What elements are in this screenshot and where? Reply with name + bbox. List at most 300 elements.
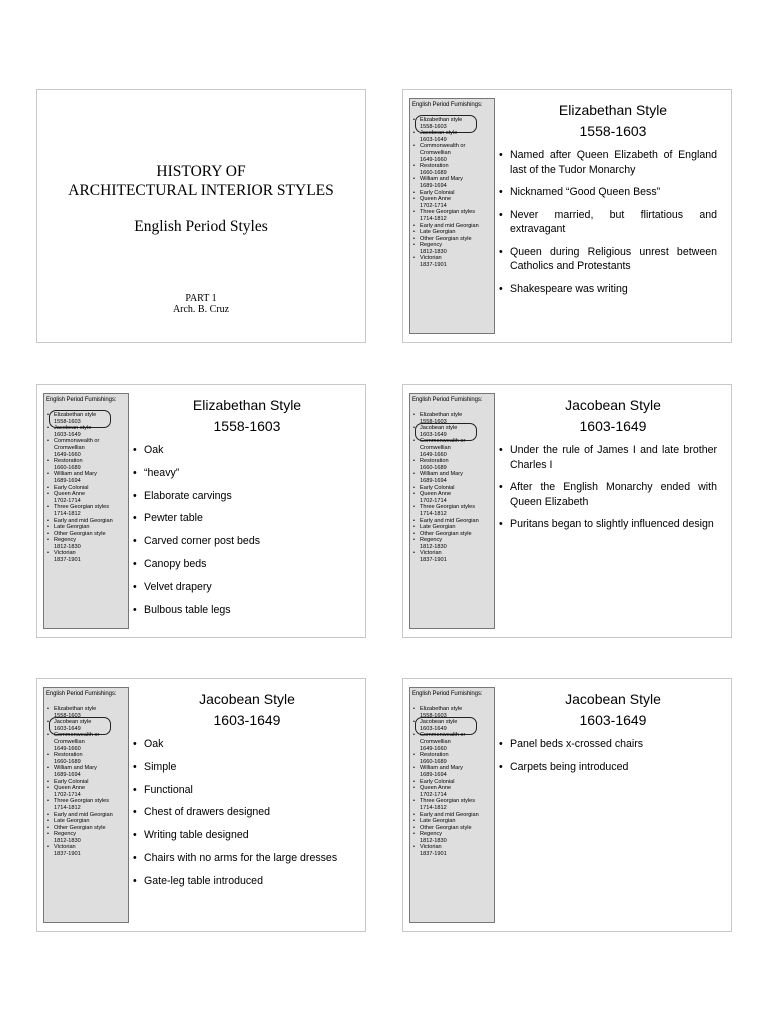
- style-name: Jacobean Style: [565, 691, 661, 707]
- period-name: Early Colonial: [420, 484, 455, 491]
- bullet-text: Oak: [144, 738, 164, 750]
- period-list-item: [412, 117, 496, 130]
- period-years: 1702-1714: [420, 791, 447, 798]
- bullet-icon: •: [47, 550, 49, 557]
- bullet-icon: •: [413, 798, 415, 805]
- period-name: Early Colonial: [54, 778, 89, 785]
- period-name: Restoration: [420, 752, 449, 759]
- bullet-text: Bulbous table legs: [144, 603, 231, 616]
- bullet-icon: •: [413, 844, 415, 851]
- period-list-item: [412, 524, 496, 531]
- period-years: Cromwellian: [420, 444, 451, 451]
- period-name: Early Colonial: [420, 778, 455, 785]
- sidebar-heading: English Period Furnishings:: [46, 397, 117, 403]
- period-name: Regency: [420, 831, 443, 838]
- bullet-item: [133, 874, 351, 889]
- period-years: 1837-1901: [54, 557, 81, 564]
- period-name: Queen Anne: [54, 785, 86, 792]
- period-name: Victorian: [54, 844, 76, 851]
- period-years: 1660-1689: [420, 464, 447, 471]
- bullet-item: [133, 851, 351, 866]
- period-name: Elizabethan style: [420, 117, 463, 123]
- period-years: 1603-1649: [54, 725, 81, 732]
- period-list: [46, 412, 130, 564]
- period-years: 1603-1649: [54, 431, 81, 438]
- period-list-item: [412, 255, 496, 268]
- bullet-icon: •: [413, 229, 415, 236]
- period-years: Cromwellian: [420, 149, 451, 156]
- bullet-icon: •: [133, 535, 137, 548]
- bullet-icon: •: [47, 844, 49, 851]
- bullet-icon: •: [133, 580, 137, 593]
- period-years: 1558-1603: [420, 123, 447, 130]
- period-list-item: [412, 491, 496, 504]
- period-name: Victorian: [420, 844, 442, 851]
- bullet-icon: •: [413, 811, 415, 818]
- bullet-icon: •: [47, 517, 49, 524]
- period-list-item: [46, 537, 130, 550]
- period-list-item: [412, 190, 496, 197]
- period-name: Victorian: [420, 255, 442, 262]
- bullet-text: Puritans began to slightly influenced design: [510, 518, 714, 530]
- bullet-icon: •: [47, 752, 49, 759]
- presentation-subtitle: English Period Styles: [134, 218, 268, 235]
- period-name: Other Georgian style: [420, 235, 472, 242]
- style-years: 1558-1603: [213, 418, 281, 434]
- period-list-item: [412, 143, 496, 163]
- period-sidebar: [409, 98, 495, 334]
- period-sidebar: [43, 687, 129, 923]
- bullet-icon: •: [413, 458, 415, 465]
- bullet-icon: •: [413, 732, 415, 739]
- period-name: Regency: [54, 831, 77, 838]
- bullet-icon: •: [47, 412, 49, 418]
- bullet-icon: •: [47, 811, 49, 818]
- bullet-text: Never married, but flirtatious and extravagant: [510, 208, 717, 235]
- period-list-item: [412, 844, 496, 857]
- period-name: Early and mid Georgian: [420, 222, 479, 229]
- period-name: Other Georgian style: [54, 824, 106, 831]
- title-line-2: ARCHITECTURAL INTERIOR STYLES: [68, 182, 334, 199]
- bullet-text: Writing table designed: [144, 829, 249, 842]
- period-list-item: [46, 438, 130, 458]
- period-name: William and Mary: [420, 176, 463, 183]
- bullet-icon: •: [499, 208, 503, 221]
- bullet-icon: •: [413, 765, 415, 772]
- bullet-item: [133, 760, 351, 775]
- period-name: Early and mid Georgian: [420, 811, 479, 818]
- bullet-item: [133, 783, 351, 798]
- bullet-icon: •: [47, 765, 49, 772]
- period-list-item: [412, 798, 496, 811]
- bullet-text: Functional: [144, 783, 193, 796]
- period-name: Other Georgian style: [420, 824, 472, 831]
- period-years: 1812-1830: [54, 837, 81, 844]
- bullet-text: Pewter table: [144, 512, 203, 525]
- bullet-icon: •: [47, 438, 49, 445]
- period-name: Three Georgian styles: [54, 504, 110, 511]
- period-years: 1689-1694: [420, 771, 447, 778]
- sidebar-heading: English Period Furnishings:: [412, 691, 483, 697]
- bullet-item: [499, 282, 717, 297]
- bullet-icon: •: [47, 778, 49, 785]
- period-list: [46, 706, 130, 858]
- period-name: Jacobean style: [420, 130, 458, 137]
- period-list-item: [412, 732, 496, 752]
- bullet-item: [499, 480, 717, 509]
- bullet-icon: •: [47, 524, 49, 531]
- period-list-item: [46, 719, 130, 732]
- bullet-icon: •: [413, 517, 415, 524]
- period-list-item: [46, 504, 130, 517]
- bullet-icon: •: [499, 760, 503, 773]
- bullet-icon: •: [413, 504, 415, 511]
- bullet-icon: •: [413, 530, 415, 537]
- period-years: 1812-1830: [420, 543, 447, 550]
- title-line-1: HISTORY OF: [156, 163, 246, 180]
- slide-elizabethan-history: [402, 89, 732, 343]
- period-name: Elizabethan style: [420, 706, 463, 712]
- period-list-item: [412, 719, 496, 732]
- period-years: 1837-1901: [54, 851, 81, 858]
- bullet-icon: •: [47, 491, 49, 498]
- bullet-icon: •: [499, 518, 503, 530]
- bullet-icon: •: [413, 209, 415, 216]
- period-years: Cromwellian: [54, 738, 85, 745]
- slide-heading: [495, 689, 731, 731]
- period-name: Jacobean style: [420, 719, 458, 726]
- bullet-icon: •: [133, 466, 137, 479]
- period-list-item: [412, 531, 496, 538]
- bullet-icon: •: [413, 752, 415, 759]
- period-list-item: [412, 812, 496, 819]
- bullet-item: [499, 517, 717, 532]
- bullet-item: [133, 557, 351, 572]
- bullet-icon: •: [133, 603, 137, 616]
- period-list-item: [412, 765, 496, 778]
- period-list-item: [46, 485, 130, 492]
- bullet-item: [133, 603, 351, 618]
- period-list-item: [46, 785, 130, 798]
- period-name: Restoration: [420, 163, 449, 170]
- period-name: Early and mid Georgian: [54, 811, 113, 818]
- period-list-item: [412, 229, 496, 236]
- slide-title: [36, 89, 366, 343]
- bullet-icon: •: [47, 732, 49, 739]
- period-name: Late Georgian: [420, 818, 456, 825]
- period-years: 1603-1649: [420, 136, 447, 143]
- bullet-text: Carpets being introduced: [510, 760, 629, 773]
- bullet-icon: •: [47, 530, 49, 537]
- period-years: 1702-1714: [54, 791, 81, 798]
- period-name: William and Mary: [420, 765, 463, 772]
- bullet-icon: •: [413, 176, 415, 183]
- sidebar-heading: English Period Furnishings:: [412, 397, 483, 403]
- period-name: Other Georgian style: [54, 530, 106, 537]
- bullet-icon: •: [47, 504, 49, 511]
- period-extra: 1649-1660: [420, 451, 447, 458]
- bullet-icon: •: [413, 491, 415, 498]
- bullet-list: [133, 737, 351, 897]
- period-list-item: [46, 458, 130, 471]
- period-years: 1558-1603: [420, 712, 447, 719]
- period-name: Three Georgian styles: [54, 798, 110, 805]
- period-name: Three Georgian styles: [420, 798, 476, 805]
- bullet-icon: •: [133, 829, 137, 842]
- period-years: 1714-1812: [420, 804, 447, 811]
- period-name: Regency: [54, 537, 77, 544]
- bullet-text: Simple: [144, 760, 177, 773]
- period-years: 1603-1649: [420, 725, 447, 732]
- period-extra: 1649-1660: [420, 156, 447, 163]
- period-name: Late Georgian: [420, 229, 456, 236]
- period-name: Elizabethan style: [54, 706, 97, 712]
- period-years: 1558-1603: [54, 712, 81, 719]
- period-name: Queen Anne: [420, 491, 452, 498]
- period-list-item: [46, 425, 130, 438]
- period-years: 1689-1694: [420, 182, 447, 189]
- presentation-title: [37, 162, 365, 200]
- period-list-item: [46, 732, 130, 752]
- period-list-item: [412, 458, 496, 471]
- bullet-icon: •: [499, 282, 503, 295]
- bullet-icon: •: [413, 778, 415, 785]
- bullet-icon: •: [133, 783, 137, 796]
- sidebar-heading: English Period Furnishings:: [412, 102, 483, 108]
- period-name: Three Georgian styles: [420, 209, 476, 216]
- style-years: 1603-1649: [579, 712, 647, 728]
- period-name: Commonwealth or: [420, 143, 466, 150]
- period-extra: 1649-1660: [420, 745, 447, 752]
- period-years: 1812-1830: [54, 543, 81, 550]
- period-years: 1837-1901: [420, 262, 447, 269]
- bullet-icon: •: [413, 537, 415, 544]
- bullet-list: [499, 737, 717, 783]
- style-years: 1603-1649: [213, 712, 281, 728]
- period-name: Regency: [420, 537, 443, 544]
- slide-elizabethan-furnishings: [36, 384, 366, 638]
- period-name: Victorian: [54, 550, 76, 557]
- period-name: Early Colonial: [420, 189, 455, 196]
- period-name: Early Colonial: [54, 484, 89, 491]
- bullet-icon: •: [499, 444, 503, 456]
- bullet-icon: •: [413, 438, 415, 445]
- period-list-item: [412, 537, 496, 550]
- period-years: 1812-1830: [420, 248, 447, 255]
- period-name: Restoration: [420, 458, 449, 465]
- period-list-item: [46, 818, 130, 825]
- slide-heading: [129, 395, 365, 437]
- period-years: 1714-1812: [420, 215, 447, 222]
- bullet-icon: •: [499, 481, 503, 493]
- period-list-item: [46, 412, 130, 425]
- bullet-item: [499, 148, 717, 177]
- period-years: 1702-1714: [420, 202, 447, 209]
- period-list-item: [46, 812, 130, 819]
- bullet-icon: •: [499, 245, 503, 258]
- period-list-item: [46, 765, 130, 778]
- bullet-item: [133, 489, 351, 504]
- period-list-item: [412, 550, 496, 563]
- period-list: [412, 706, 496, 858]
- bullet-icon: •: [413, 143, 415, 150]
- period-name: Restoration: [54, 752, 83, 759]
- bullet-icon: •: [47, 458, 49, 465]
- period-years: 1660-1689: [54, 758, 81, 765]
- period-list-item: [46, 518, 130, 525]
- bullet-item: [499, 737, 717, 752]
- bullet-icon: •: [413, 196, 415, 203]
- author-label: Arch. B. Cruz: [172, 304, 230, 315]
- bullet-icon: •: [413, 235, 415, 242]
- period-list-item: [412, 752, 496, 765]
- period-list-item: [46, 531, 130, 538]
- period-list-item: [46, 752, 130, 765]
- presentation-credits: [37, 293, 365, 315]
- period-years: 1558-1603: [54, 418, 81, 425]
- period-name: Regency: [420, 242, 443, 249]
- bullet-icon: •: [413, 719, 415, 726]
- slide-jacobean-furnishings-2: [402, 678, 732, 932]
- bullet-item: [499, 245, 717, 274]
- period-sidebar: [409, 393, 495, 629]
- period-name: Early and mid Georgian: [54, 517, 113, 524]
- bullet-text: Named after Queen Elizabeth of England last of the Tudor Monarchy: [510, 149, 717, 176]
- style-years: 1603-1649: [579, 418, 647, 434]
- period-list-item: [412, 785, 496, 798]
- period-list-item: [46, 779, 130, 786]
- bullet-icon: •: [133, 851, 137, 864]
- bullet-icon: •: [499, 738, 503, 750]
- period-years: 1812-1830: [420, 837, 447, 844]
- period-extra: 1649-1660: [54, 451, 81, 458]
- bullet-icon: •: [133, 806, 137, 819]
- period-list-item: [412, 518, 496, 525]
- slide-heading: [495, 395, 731, 437]
- period-years: 1689-1694: [54, 771, 81, 778]
- bullet-icon: •: [413, 425, 415, 432]
- bullet-icon: •: [47, 785, 49, 792]
- period-years: 1714-1812: [54, 804, 81, 811]
- bullet-icon: •: [413, 255, 415, 262]
- period-name: Late Georgian: [420, 524, 456, 531]
- bullet-item: [133, 511, 351, 526]
- period-years: 1660-1689: [420, 169, 447, 176]
- period-name: Queen Anne: [420, 785, 452, 792]
- bullet-item: [499, 443, 717, 472]
- period-list-item: [46, 491, 130, 504]
- bullet-icon: •: [133, 444, 137, 456]
- bullet-icon: •: [47, 798, 49, 805]
- period-list-item: [412, 825, 496, 832]
- bullet-icon: •: [499, 149, 503, 161]
- bullet-icon: •: [47, 537, 49, 544]
- style-years: 1558-1603: [579, 123, 647, 139]
- bullet-item: [499, 760, 717, 775]
- slide-heading: [129, 689, 365, 731]
- period-name: William and Mary: [54, 765, 97, 772]
- bullet-list: [133, 443, 351, 625]
- bullet-icon: •: [413, 471, 415, 478]
- bullet-item: [499, 185, 717, 200]
- period-years: 1837-1901: [420, 851, 447, 858]
- bullet-icon: •: [47, 818, 49, 825]
- period-list-item: [412, 485, 496, 492]
- period-years: 1603-1649: [420, 431, 447, 438]
- period-name: Commonwealth or: [420, 438, 466, 445]
- bullet-icon: •: [413, 831, 415, 838]
- bullet-icon: •: [133, 557, 137, 570]
- period-name: Late Georgian: [54, 818, 90, 825]
- period-list-item: [412, 471, 496, 484]
- period-extra: 1649-1660: [54, 745, 81, 752]
- bullet-icon: •: [47, 824, 49, 831]
- bullet-text: Under the rule of James I and late brother Charles I: [510, 444, 717, 471]
- period-name: Jacobean style: [54, 719, 92, 726]
- bullet-text: Panel beds x-crossed chairs: [510, 738, 644, 750]
- period-list-item: [412, 196, 496, 209]
- bullet-icon: •: [413, 706, 415, 712]
- bullet-icon: •: [413, 818, 415, 825]
- bullet-icon: •: [47, 471, 49, 478]
- period-list-item: [412, 504, 496, 517]
- slide-jacobean-furnishings: [36, 678, 366, 932]
- period-name: William and Mary: [54, 471, 97, 478]
- bullet-icon: •: [133, 874, 137, 887]
- period-list-item: [412, 831, 496, 844]
- bullet-text: Queen during Religious unrest between Catholics and Protestants: [510, 245, 717, 272]
- style-name: Jacobean Style: [199, 691, 295, 707]
- period-name: Queen Anne: [420, 196, 452, 203]
- bullet-text: Carved corner post beds: [144, 535, 261, 548]
- period-list-item: [46, 471, 130, 484]
- bullet-text: Chest of drawers designed: [144, 806, 271, 819]
- bullet-text: After the English Monarchy ended with Queen Elizabeth: [510, 481, 717, 508]
- period-name: Commonwealth or: [420, 732, 466, 739]
- slide-heading: [495, 100, 731, 142]
- bullet-icon: •: [413, 550, 415, 557]
- period-list-item: [412, 779, 496, 786]
- bullet-text: Shakespeare was writing: [510, 282, 628, 295]
- bullet-icon: •: [47, 719, 49, 726]
- bullet-item: [133, 737, 351, 752]
- bullet-icon: •: [47, 484, 49, 491]
- period-name: Three Georgian styles: [420, 504, 476, 511]
- bullet-item: [133, 534, 351, 549]
- period-list-item: [412, 209, 496, 222]
- bullet-icon: •: [413, 117, 415, 123]
- bullet-item: [133, 580, 351, 595]
- bullet-text: Velvet drapery: [144, 580, 212, 593]
- period-years: Cromwellian: [420, 738, 451, 745]
- bullet-text: Oak: [144, 444, 164, 456]
- bullet-icon: •: [133, 489, 137, 502]
- bullet-icon: •: [413, 412, 415, 418]
- period-name: Early and mid Georgian: [420, 517, 479, 524]
- bullet-icon: •: [133, 760, 137, 773]
- bullet-item: [133, 443, 351, 458]
- period-list-item: [46, 831, 130, 844]
- bullet-list: [499, 443, 717, 540]
- bullet-icon: •: [413, 189, 415, 196]
- period-name: Late Georgian: [54, 524, 90, 531]
- period-list-item: [412, 176, 496, 189]
- period-years: 1689-1694: [54, 477, 81, 484]
- bullet-icon: •: [413, 222, 415, 229]
- part-label: PART 1: [185, 293, 217, 304]
- period-name: Restoration: [54, 458, 83, 465]
- bullet-icon: •: [413, 163, 415, 170]
